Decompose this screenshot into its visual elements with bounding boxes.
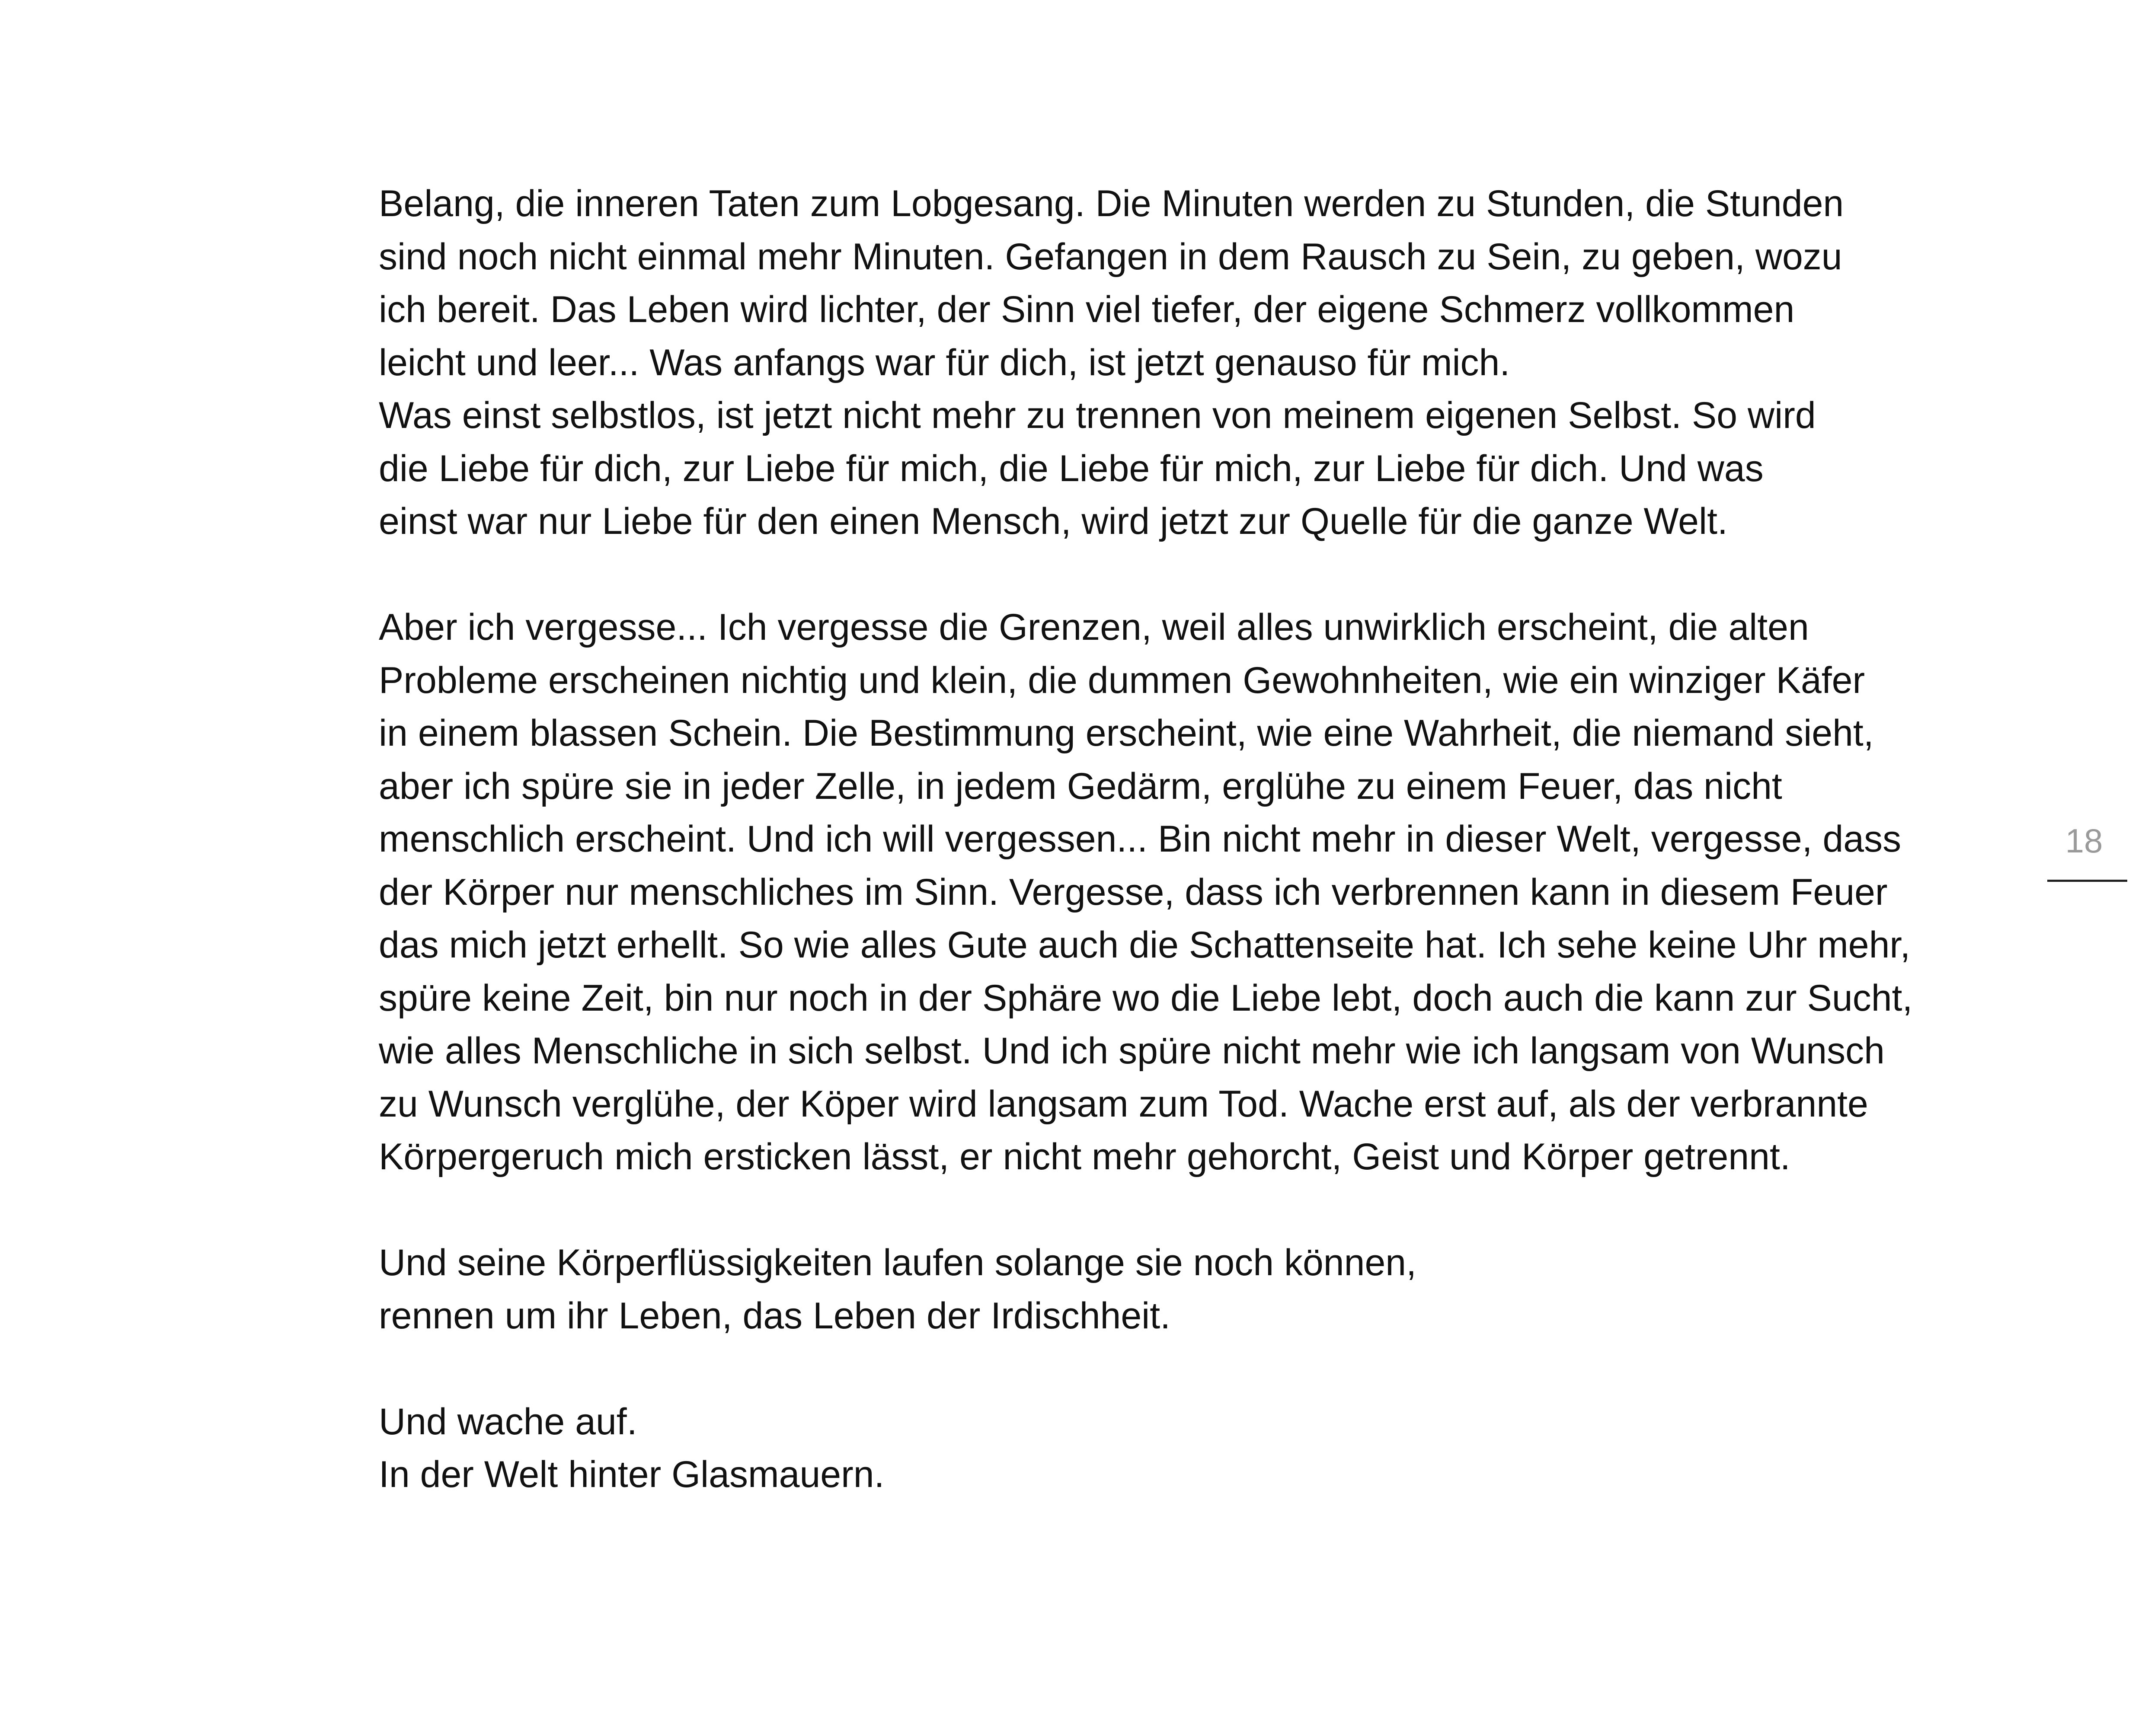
text-line: In der Welt hinter Glasmauern.	[379, 1454, 885, 1495]
page-number: 18	[2065, 822, 2103, 860]
paragraph	[379, 1395, 2004, 1501]
text-line: Und seine Körperflüssigkeiten laufen solange sie noch können,	[379, 1242, 1417, 1283]
text-line: ich bereit. Das Leben wird lichter, der Sinn viel tiefer, der eigene Schmerz vollkommen	[379, 289, 1795, 330]
text-line: zu Wunsch verglühe, der Köper wird langsam zum Tod. Wache erst auf, als der verbrannte	[379, 1083, 1868, 1125]
text-line: der Körper nur menschliches im Sinn. Vergesse, dass ich verbrennen kann in diesem Feuer	[379, 871, 1888, 913]
text-line: spüre keine Zeit, bin nur noch in der Sphäre wo die Liebe lebt, doch auch die kann zur Sucht,	[379, 977, 1913, 1019]
paragraph	[379, 1236, 2004, 1342]
paragraph	[379, 601, 2004, 1184]
text-line: leicht und leer... Was anfangs war für dich, ist jetzt genauso für mich.	[379, 341, 1510, 383]
text-line: Belang, die inneren Taten zum Lobgesang. Die Minuten werden zu Stunden, die Stunden	[379, 183, 1844, 224]
text-line: Probleme erscheinen nichtig und klein, die dummen Gewohnheiten, wie ein winziger Käfer	[379, 659, 1865, 701]
text-line: die Liebe für dich, zur Liebe für mich, die Liebe für mich, zur Liebe für dich. Und was	[379, 447, 1764, 489]
text-line: in einem blassen Schein. Die Bestimmung erscheint, wie eine Wahrheit, die niemand sieht,	[379, 712, 1874, 754]
paragraph-gap	[379, 1184, 2004, 1237]
text-line: sind noch nicht einmal mehr Minuten. Gefangen in dem Rausch zu Sein, zu geben, wozu	[379, 236, 1842, 278]
text-line: wie alles Menschliche in sich selbst. Und ich spüre nicht mehr wie ich langsam von Wunsch	[379, 1030, 1885, 1072]
body-text	[379, 177, 2004, 1501]
page-number-rule	[2047, 880, 2127, 882]
text-line: einst war nur Liebe für den einen Mensch, wird jetzt zur Quelle für die ganze Welt.	[379, 501, 1728, 542]
text-line: aber ich spüre sie in jeder Zelle, in jedem Gedärm, erglühe zu einem Feuer, das nicht	[379, 765, 1782, 807]
paragraph-gap	[379, 1342, 2004, 1395]
text-line: Aber ich vergesse... Ich vergesse die Grenzen, weil alles unwirklich erscheint, die alten	[379, 606, 1809, 648]
text-line: rennen um ihr Leben, das Leben der Irdischheit.	[379, 1295, 1171, 1337]
text-line: Und wache auf.	[379, 1401, 637, 1442]
text-line: menschlich erscheint. Und ich will vergessen... Bin nicht mehr in dieser Welt, vergesse, dass	[379, 818, 1902, 860]
paragraph-gap	[379, 548, 2004, 601]
paragraph	[379, 177, 2004, 548]
text-line: Was einst selbstlos, ist jetzt nicht mehr zu trennen von meinem eigenen Selbst. So wird	[379, 395, 1816, 436]
text-line: Körpergeruch mich ersticken lässt, er nicht mehr gehorcht, Geist und Körper getrennt.	[379, 1136, 1790, 1178]
text-line: das mich jetzt erhellt. So wie alles Gute auch die Schattenseite hat. Ich sehe keine Uhr mehr,	[379, 924, 1911, 966]
